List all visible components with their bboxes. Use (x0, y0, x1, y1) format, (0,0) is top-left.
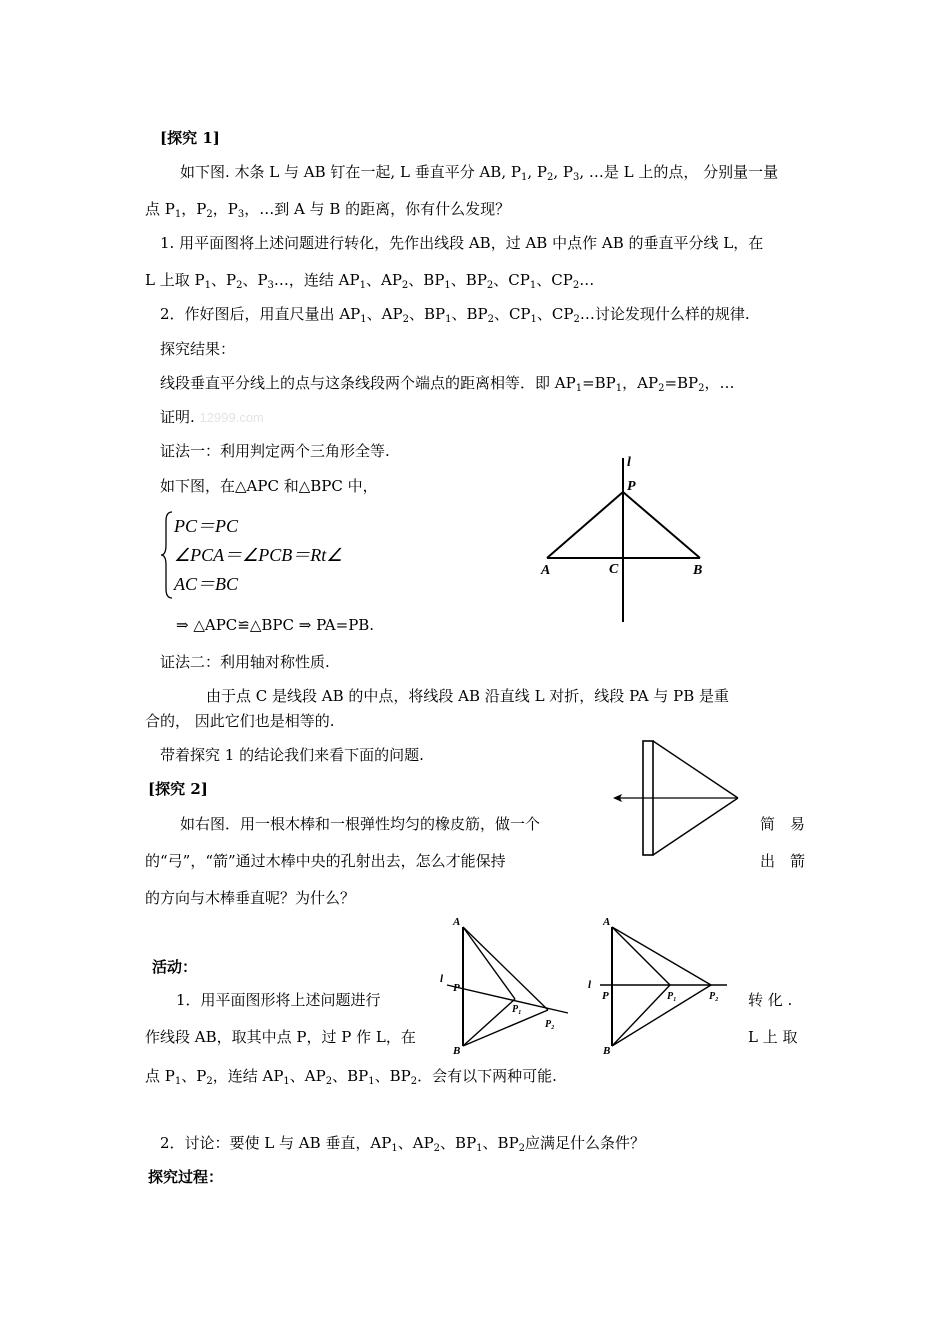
figure-bow-arrow (605, 735, 750, 860)
figure-not-perpendicular (435, 910, 575, 1058)
activity-line2: 作线段 AB，取其中点 P，过 P 作 L，在 (145, 1028, 416, 1046)
step-2: 2．作好图后，用直尺量出 $AP_1$、$AP_2$、$BP_1$、$BP_2$、$CP_1$、$CP_2\dots$讨论发现什么样的规律. (160, 305, 750, 325)
result-label: 探究结果： (160, 340, 236, 358)
equation-1: PC＝PC (174, 516, 239, 536)
proof-label: 证明. 12999.com (160, 408, 264, 426)
label-b: B (603, 1045, 611, 1057)
equation-2: ∠PCA＝∠PCB＝Rt∠ (174, 545, 343, 565)
segment-ap2 (463, 927, 548, 1010)
activity-line3: 点 $P_1$、$P_2$，连结 $AP_1$、$AP_2$、$BP_1$、$BP_2$．会有以下两种可能. (145, 1067, 557, 1087)
label-p2: P₂ (545, 1019, 555, 1030)
label-l: l (440, 973, 444, 985)
equation-brace (160, 511, 174, 599)
paragraph-intro-line2: 点 $P_1$，$P_2$，$P_3$，…到 A 与 B 的距离，你有什么发现？ (145, 200, 511, 220)
label-c: C (609, 562, 619, 577)
label-p: P (602, 990, 609, 1002)
activity-line1-right: 转 化 . (748, 991, 793, 1009)
segment-pa (547, 492, 623, 558)
activity-line1: 1．用平面图形将上述问题进行 (176, 991, 381, 1009)
label-a: A (603, 916, 611, 928)
paragraph-intro-line1: 如下图. 木条 L 与 AB 钉在一起, L 垂直平分 AB, $P_1$, $P_2$, $P_3$, …是 L 上的点， 分别量一量 (180, 163, 779, 183)
transition-text: 带着探究 1 的结论我们来看下面的问题. (160, 746, 424, 764)
rubber-band-top (653, 741, 738, 798)
step-1-line2: L 上取 $P_1$、$P_2$、$P_3\dots$，连结 $AP_1$、$AP_2$、$BP_1$、$BP_2$、$CP_1$、$CP_2\dots$ (145, 271, 595, 291)
figure-perpendicular (585, 910, 735, 1058)
explore-2-line2-right: 出 箭 (760, 852, 805, 870)
figure-perpendicular-bisector (535, 450, 715, 625)
method-2-line2: 合的， 因此它们也是相等的. (145, 712, 335, 730)
label-b: B (453, 1045, 461, 1057)
watermark: 12999.com (199, 410, 264, 425)
label-p1: P₁ (667, 991, 677, 1002)
segment-pb (623, 492, 700, 558)
explore-2-line3: 的方向与木棒垂直呢？为什么？ (145, 889, 356, 907)
segment-bp2 (463, 1010, 548, 1046)
equation-3: AC＝BC (174, 574, 239, 594)
method-2: 证法二：利用轴对称性质. (160, 653, 330, 671)
explore-2-line1: 如右图．用一根木棒和一根弹性均匀的橡皮筋，做一个 (180, 815, 541, 833)
congruence-conclusion: ⇒ △APC≌△BPC ⇒ PA=PB. (176, 616, 375, 634)
heading-explore-2: [探究 2] (148, 780, 208, 798)
process-label: 探究过程： (148, 1168, 224, 1186)
discussion: 2．讨论：要使 L 与 AB 垂直，$AP_1$、$AP_2$、$BP_1$、$BP_2$应满足什么条件？ (160, 1134, 646, 1154)
explore-2-line1-right: 简 易 (760, 815, 805, 833)
step-1-line1: 1. 用平面图将上述问题进行转化，先作出线段 AB，过 AB 中点作 AB 的垂直平分线 L，在 (160, 234, 764, 252)
explore-2-line2: 的“弓”，“箭”通过木棒中央的孔射出去，怎么才能保持 (145, 852, 506, 870)
method-2-line1: 由于点 C 是线段 AB 的中点，将线段 AB 沿直线 L 对折，线段 PA 与 PB 是重 (206, 687, 730, 705)
activity-line2-right: L 上 取 (748, 1028, 798, 1046)
label-p: P (453, 982, 460, 994)
segment-ap1 (463, 927, 515, 999)
method-1: 证法一：利用判定两个三角形全等. (160, 442, 390, 460)
label-b: B (693, 563, 703, 578)
label-l: l (588, 979, 592, 991)
activity-label: 活动： (152, 958, 198, 976)
label-p: P (627, 479, 636, 494)
label-a: A (541, 563, 551, 578)
rubber-band-bottom (653, 798, 738, 855)
label-a: A (453, 916, 461, 928)
heading-explore-1: [探究 1] (160, 129, 220, 147)
label-p1: P₁ (512, 1004, 522, 1015)
result-statement: 线段垂直平分线上的点与这条线段两个端点的距离相等．即 $AP_1=BP_1$，$AP_2=BP_2$，… (160, 374, 735, 394)
label-p2: P₂ (709, 991, 719, 1002)
segment-bp1 (463, 999, 515, 1046)
method-1-intro: 如下图，在△APC 和△BPC 中， (160, 477, 378, 495)
label-l: l (627, 455, 631, 470)
